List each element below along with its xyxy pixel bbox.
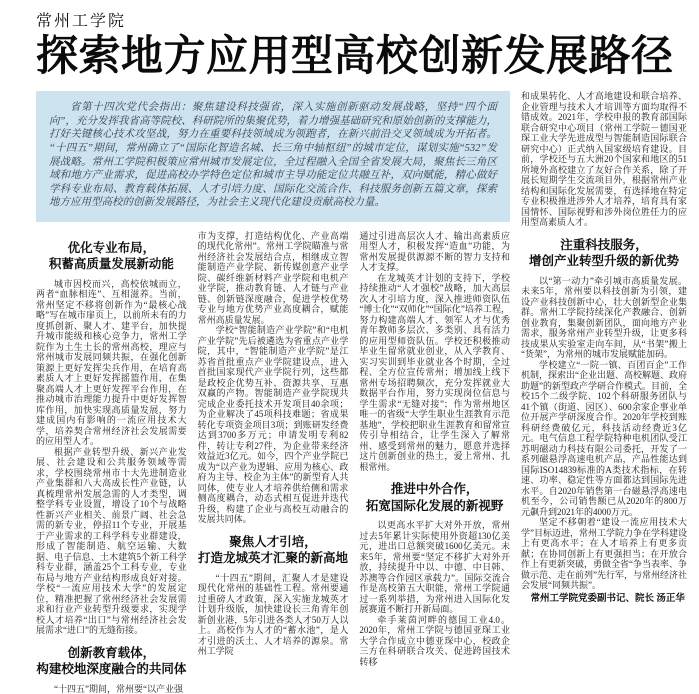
byline: 常州工学院党委副书记、院长 汤正华	[530, 593, 685, 604]
paragraph: “十四五”期间，常州要“以产业强	[54, 683, 183, 694]
paragraph: 根据产业转型升级、新兴产业发展、社会建设和公共服务领域等需求，学校围绕常州市十大先进制造业产业集群和八大高成长性产业链，认真梳理常州发展急需的人才类型，调整学科专业设置，增设了10个与战略性新兴产业相关、前景广阔、社会急需的新专业，停招11个专业，开展基于产业需求的工科学科专业群建设，形成了智能制造、航空运输、大数据、电子信息、土木建筑5个新工科学科专业群，涵盖25个工科专业，专业布局与地方产业结构形成良好对接。学校“一流应用技术大学”的发展定位，精准把握了常州经济社会发展需求和行业产业转型升级要求，实现学校人才培养“出口”与常州经济社会发展需求“进口”的无缝衔接。	[36, 446, 187, 636]
section-heading-1	[36, 240, 187, 273]
article-body	[36, 91, 687, 694]
paragraph: 学校建立“一院一镇、百团百企”工作机制，探索出“企业出题、高校解题、政府助题”的新型政产学研合作模式。目前，全校15个二级学院、102个科研服务团队与41个镇（街道、园区）、600余家企事业单位开展产学研深度合作。2020年学校到账科研经费破亿元，科技活动经费近3亿元。电气信息工程学院特种电机团队受江苏明磁动力科技有限公司委托，开发了一系列磁悬浮高速电机产品，产品性能达到国际ISO14839标准的A类技术指标，在转速、功率、稳定性等方面都达到国际先进水平。自2020年销售第一台磁悬浮高速电机至今，公司销售额已从2020年的800万元飙升到2021年的4000万元。	[521, 359, 687, 517]
paragraph: “十四五”期间，汇聚人才是建设现代化常州的基础性工程。常州要通过重磅人才政策，深入实施龙城英才计划升级版，加快建设长三角青年创新创业港，5年引进各类人才50万人以上。高校作为人才的“蓄水池”，是人才引进的沃土、人才培养的源泉。常州工学院	[197, 572, 349, 657]
heading-line: 增创产业转型升级的新优势	[528, 254, 679, 269]
paragraph-continued: 市为支撑，打造结构优化、产业高端的现代化常州”。常州工学院瞄准与常州经济社会发展结合点，相继成立智能制造产业学院、新传媒创意产业学院、碳纤维新材料产业学院和电机产业学院，推动教育链、人才链与产业链、创新链深度融合，促进学校优势专业与地方优势产业高度耦合，赋能常州高质量发展。	[197, 230, 349, 325]
column-2	[198, 231, 349, 694]
section-heading-5	[521, 237, 687, 270]
heading-line: 推进中外合作，	[390, 482, 479, 497]
section-heading-2	[36, 645, 187, 678]
section-heading-3	[198, 534, 349, 567]
paragraph: 牵手莱茵河畔的德国工业4.0。2020年，常州工学院与德国亚琛工业大学合作成立中德亚琛中心，校政企三方在科研联合攻关、促进跨国技术转移	[359, 614, 511, 667]
column-4	[521, 91, 687, 605]
lede-box	[36, 91, 510, 222]
heading-line: 打造龙城英才汇聚的新高地	[198, 551, 349, 566]
heading-line: 注重科技服务，	[560, 237, 648, 252]
lede-text: 省第十四次党代会指出：聚焦建设科技强省，深入实施创新驱动发展战略，坚持“四个面向”，充分发挥我省高等院校、科研院所的集聚优势，着力增强基础研究和原始创新的支撑能力，打好关键核心技术攻坚战，努力在重要科技领域成为领跑者，在新兴前沿交叉领域成为开拓者。“十四五”期间，常州确立了“国际化智造名城、长三角中轴枢纽”的城市定位，谋划实施“532”发展战略。常州工学院积极策应常州城市发展定位，全过程融入全国全省发展大局，聚焦长三角区域和地方产业需求，促进高校办学特色定位和城市主导功能定位共融互补，双向赋能，精心做好学科专业布局、教育载体拓展、人才引培力度、国际化交流合作、科技服务创新五篇文章，探索地方应用型高校的创新发展路径，为社会主义现代化建设贡献高校力量。	[49, 102, 497, 209]
heading-line: 积蓄高质量发展新动能	[48, 257, 174, 272]
paragraph: 以“第一动力”牵引城市高质量发展。未来5年，常州要以科技创新为引领，建设产业科技创新中心，壮大创新型企业集群。常州工学院持续深化产教融合、创新创业教育，集聚创新团队，面向地方产业需求，服务常州产业转型升级，让更多科技成果从实验室走向车间，从“书架”搬上“货架”，为常州的城市发展赋能加码。	[521, 275, 687, 360]
heading-line: 聚焦人才引培，	[229, 534, 317, 549]
column-1	[36, 231, 187, 694]
heading-line: 创新教育载体，	[67, 645, 156, 660]
three-columns	[36, 231, 510, 694]
paragraph-continued: 和成果转化、人才高地建设和联合培养、企业管理与技术人才培训等方面均取得不错成效。2021年，学校申报的教育部国际联合研究中心项目（常州工学院－德国亚琛工业大学先进成型与智能制造国际联合研究中心）正式纳入国家级培育建设。目前，学校还与五大洲20个国家和地区的51所境外高校建立了友好合作关系，除了开展长短期学生交流项目外，根据常州产业结构和国际化发展需要，有选择地在特定专业积极推进涉外人才培养，培育具有家国情怀、国际视野和涉外岗位胜任力的应用型高素质人才。	[521, 91, 687, 228]
paragraph: 学校“智能制造产业学院”和“电机产业学院”先后被遴选为省重点产业学院，其中，“智能制造产业学院”是江苏省首批重点产业学院建设点，进入首批国家现代产业学院行列，这些都是政校企优势互补、资源共享、互惠双赢的产物。智能制造产业学院现共完成企业委托技术开发项目40余项；为企业解决了45项科技难题；省成果转化专项资金项目3项；到账研发经费达到3700多万元；申请发明专利82件，转让专利27件，为企业带来经济效益近3亿元。如今，四个产业学院已成为“以产业为逻辑、应用为核心、政府为主导、校企为主体”的新型育人共同体，使专业人才培养供给侧和需求侧高度耦合，动态式相互促进并迭代升级，构建了企业与高校互动融合的发展共同体。	[197, 325, 349, 525]
headline: 探索地方应用型高校创新发展路径	[36, 32, 674, 79]
left-block	[36, 91, 510, 694]
column-3	[359, 231, 510, 694]
paragraph: 坚定不移朝着“建设一流应用技术大学”目标迈进，常州工学院力争在学科建设上有更高水平；在人才培养上有更多贡献；在协同创新上有更强担当；在开放合作上有更新突破，勇做全省“争当表率、争做示范、走在前列”先行军，与常州经济社会发展“同频共振”。	[521, 517, 687, 591]
paragraph: 城市因校而兴，高校依城而立，两者“血脉相连”、互相滋养。当前，常州坚定不移将创新作为“最核心战略”写在城市扉页上，以前所未有的力度抓创新、聚人才、建平台，加快提升城市能级和核心竞争力，常州工学院作为土生土长的常州高校，理应与常州城市发展同频共振，在强化创新策源上更好发挥尖兵作用，在培育高素质人才上更好发挥摇篮作用，在集聚高端人才上更好发挥平台作用，在推动城市治理能力提升中更好发挥智库作用，加快实现高质量发展，努力建成国内有影响的一流应用技术大学，培养契合常州经济社会发展需要的应用型人才。	[36, 278, 187, 447]
heading-line: 优化专业布局，	[67, 240, 156, 255]
paragraph-continued: 通过引进高层次人才、输出高素质应用型人才，积极发挥“造血”功能，为常州发展提供源源不断的智力支持和人才支撑。	[359, 230, 511, 273]
paragraph: 在龙城英才计划的支持下，学校持续推动“人才强校”战略，加大高层次人才引培力度，深入推进师资队伍“博士化”“双师化”“国际化”培养工程，努力构建高端人才、领军人才与优秀青年教师多层次、多类别、具有活力的应用型师资队伍。学校还积极推动毕业生留常就业创业，从入学教育、实习实训到毕业就业各个时期，全过程、全方位宣传常州；增加线上线下常州专场招聘频次，充分发挥就业大数据平台作用，努力实现岗位信息与学生需求“无缝对接”；作为常州地区唯一的省级“大学生职业生涯教育示范基地”，学校把职业生涯教育和留常宣传引导相结合，让学生深入了解常州、感受到常州的魅力，愿意并选择这片创新创业的热土，爱上常州、扎根常州。	[359, 272, 511, 472]
heading-line: 构建校地深度融合的共同体	[36, 662, 187, 677]
kicker: 常州工学院	[36, 13, 127, 30]
section-heading-4	[359, 481, 510, 514]
paragraph: 以更高水平扩大对外开放，常州过去5年累计实际使用外资超130亿美元，进出口总额突破1600亿美元。未来5年，常州要“坚定不移扩大对外开放，持续提升中以、中德、中日韩、苏澳等合作园区承载力”。国际交流合作是高校第五大职能，常州工学院通过一系列举措，为常州进入国际化发展赛道不断打开新局面。	[359, 520, 511, 615]
heading-line: 拓宽国际化发展的新视野	[365, 498, 504, 513]
